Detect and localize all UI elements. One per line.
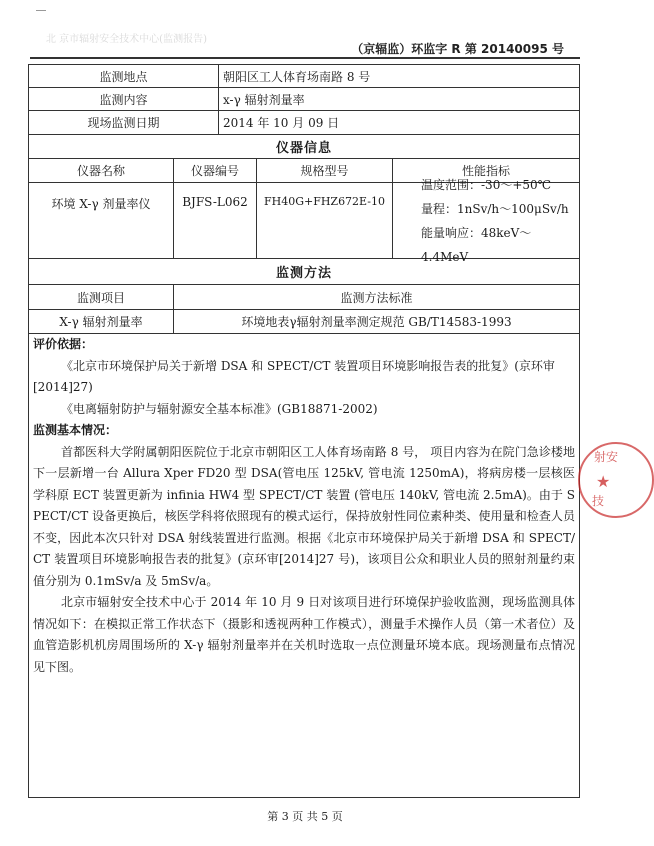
- content-value: x-γ 辐射剂量率: [223, 92, 305, 107]
- instrument-serial: BJFS-L062: [174, 183, 257, 258]
- stamp-star-icon: ★: [596, 472, 611, 491]
- date-label: 现场监测日期: [29, 111, 219, 134]
- method-section: [29, 259, 579, 285]
- basis-reference-1: 《北京市环境保护局关于新增 DSA 和 SPECT/CT 装置项目环境影响报告表的批复》(京环审[2014]27): [33, 358, 555, 394]
- col-serial: 仪器编号: [174, 159, 257, 182]
- stamp-text-top: 射安: [594, 450, 619, 464]
- document-number: （京辐监）环监字 R 第 20140095 号: [351, 42, 564, 56]
- situation-paragraph-1: 首都医科大学附属朝阳医院位于北京市朝阳区工人体育场南路 8 号， 项目内容为在院门急诊楼地下一层新增一台 Allura Xper FD20 型 DSA(管电压 125kV, 管电流 1250mA)，将病房楼一层核医学科原 ECT 装置更新为 infinia HW4 型 SPECT/CT 装置 (管电压 140kV, 管电流 2.5mA)。由于 SPECT/CT 设备更换后，核医学科将依照现有的模式运行，保持放射性同位素种类、使用量和检查人员不变，因此本次只针对 DSA 射线装置进行监测。根据《北京市环境保护局关于新增 DSA 和 SPECT/CT 装置项目环境影响报告表的批复》(京环审[2014]27 号)，该项目公众和职业人员的照射剂量约束值分别为 0.1mSv/a 及 5mSv/a。: [33, 444, 575, 588]
- corner-mark: [36, 10, 46, 11]
- stamp-text-bottom: 技: [592, 494, 605, 508]
- content-label: 监测内容: [29, 88, 219, 110]
- instrument-specs: [393, 177, 579, 264]
- basis-title: 评价依据：: [33, 337, 94, 351]
- col-name: 仪器名称: [29, 159, 174, 182]
- col-model: 规格型号: [257, 159, 393, 182]
- col-specs: 性能指标: [461, 164, 510, 178]
- official-seal-stamp: [578, 442, 654, 518]
- method-data-row: [29, 310, 579, 334]
- spec-energy: 能量响应：48keV～4.4MeV: [421, 225, 532, 264]
- method-header-row: [29, 285, 579, 310]
- page-footer: 第 3 页 共 5 页: [267, 810, 343, 823]
- content-row: [29, 88, 579, 111]
- spec-temperature: 温度范围：-30～+50℃: [421, 177, 552, 192]
- instrument-title: 仪器信息: [275, 141, 332, 156]
- basis-reference-2: 《电离辐射防护与辐射源安全基本标准》(GB18871-2002): [61, 401, 378, 416]
- col-method-item: 监测项目: [29, 285, 174, 309]
- method-title: 监测方法: [275, 266, 332, 281]
- col-method-standard: 监测方法标准: [340, 290, 413, 305]
- top-rule: [30, 57, 580, 59]
- date-value: 2014 年 10 月 09 日: [223, 116, 340, 130]
- ghost-header: 北 京市辐射安全技术中心(监测报告): [46, 34, 207, 45]
- method-item: X-γ 辐射剂量率: [29, 310, 174, 333]
- method-standard: 环境地表γ辐射剂量率测定规范 GB/T14583-1993: [241, 315, 512, 329]
- situation-title: 监测基本情况：: [33, 423, 118, 437]
- date-row: [29, 111, 579, 135]
- instrument-model: FH40G+FHZ672E-10: [257, 183, 393, 258]
- instrument-data-row: [29, 177, 579, 264]
- report-frame: [28, 64, 580, 798]
- location-row: [29, 65, 579, 88]
- situation-paragraph-2: 北京市辐射安全技术中心于 2014 年 10 月 9 日对该项目进行环境保护验收监测，现场监测具体情况如下：在模拟正常工作状态下（摄影和透视两种工作模式），测量手术操作人员（第一术者位）及血管造影机机房周围场所的 X-γ 辐射剂量率并在关机时选取一点位测量环境本底。现场测量布点情况见下图。: [33, 595, 575, 674]
- location-label: 监测地点: [29, 65, 219, 87]
- location-value: 朝阳区工人体育场南路 8 号: [223, 69, 371, 84]
- report-body: [29, 334, 579, 678]
- instrument-section: [29, 135, 579, 159]
- spec-range: 量程：1nSv/h～100μSv/h: [421, 201, 569, 216]
- instrument-name: 环境 X-γ 剂量率仪: [29, 183, 174, 258]
